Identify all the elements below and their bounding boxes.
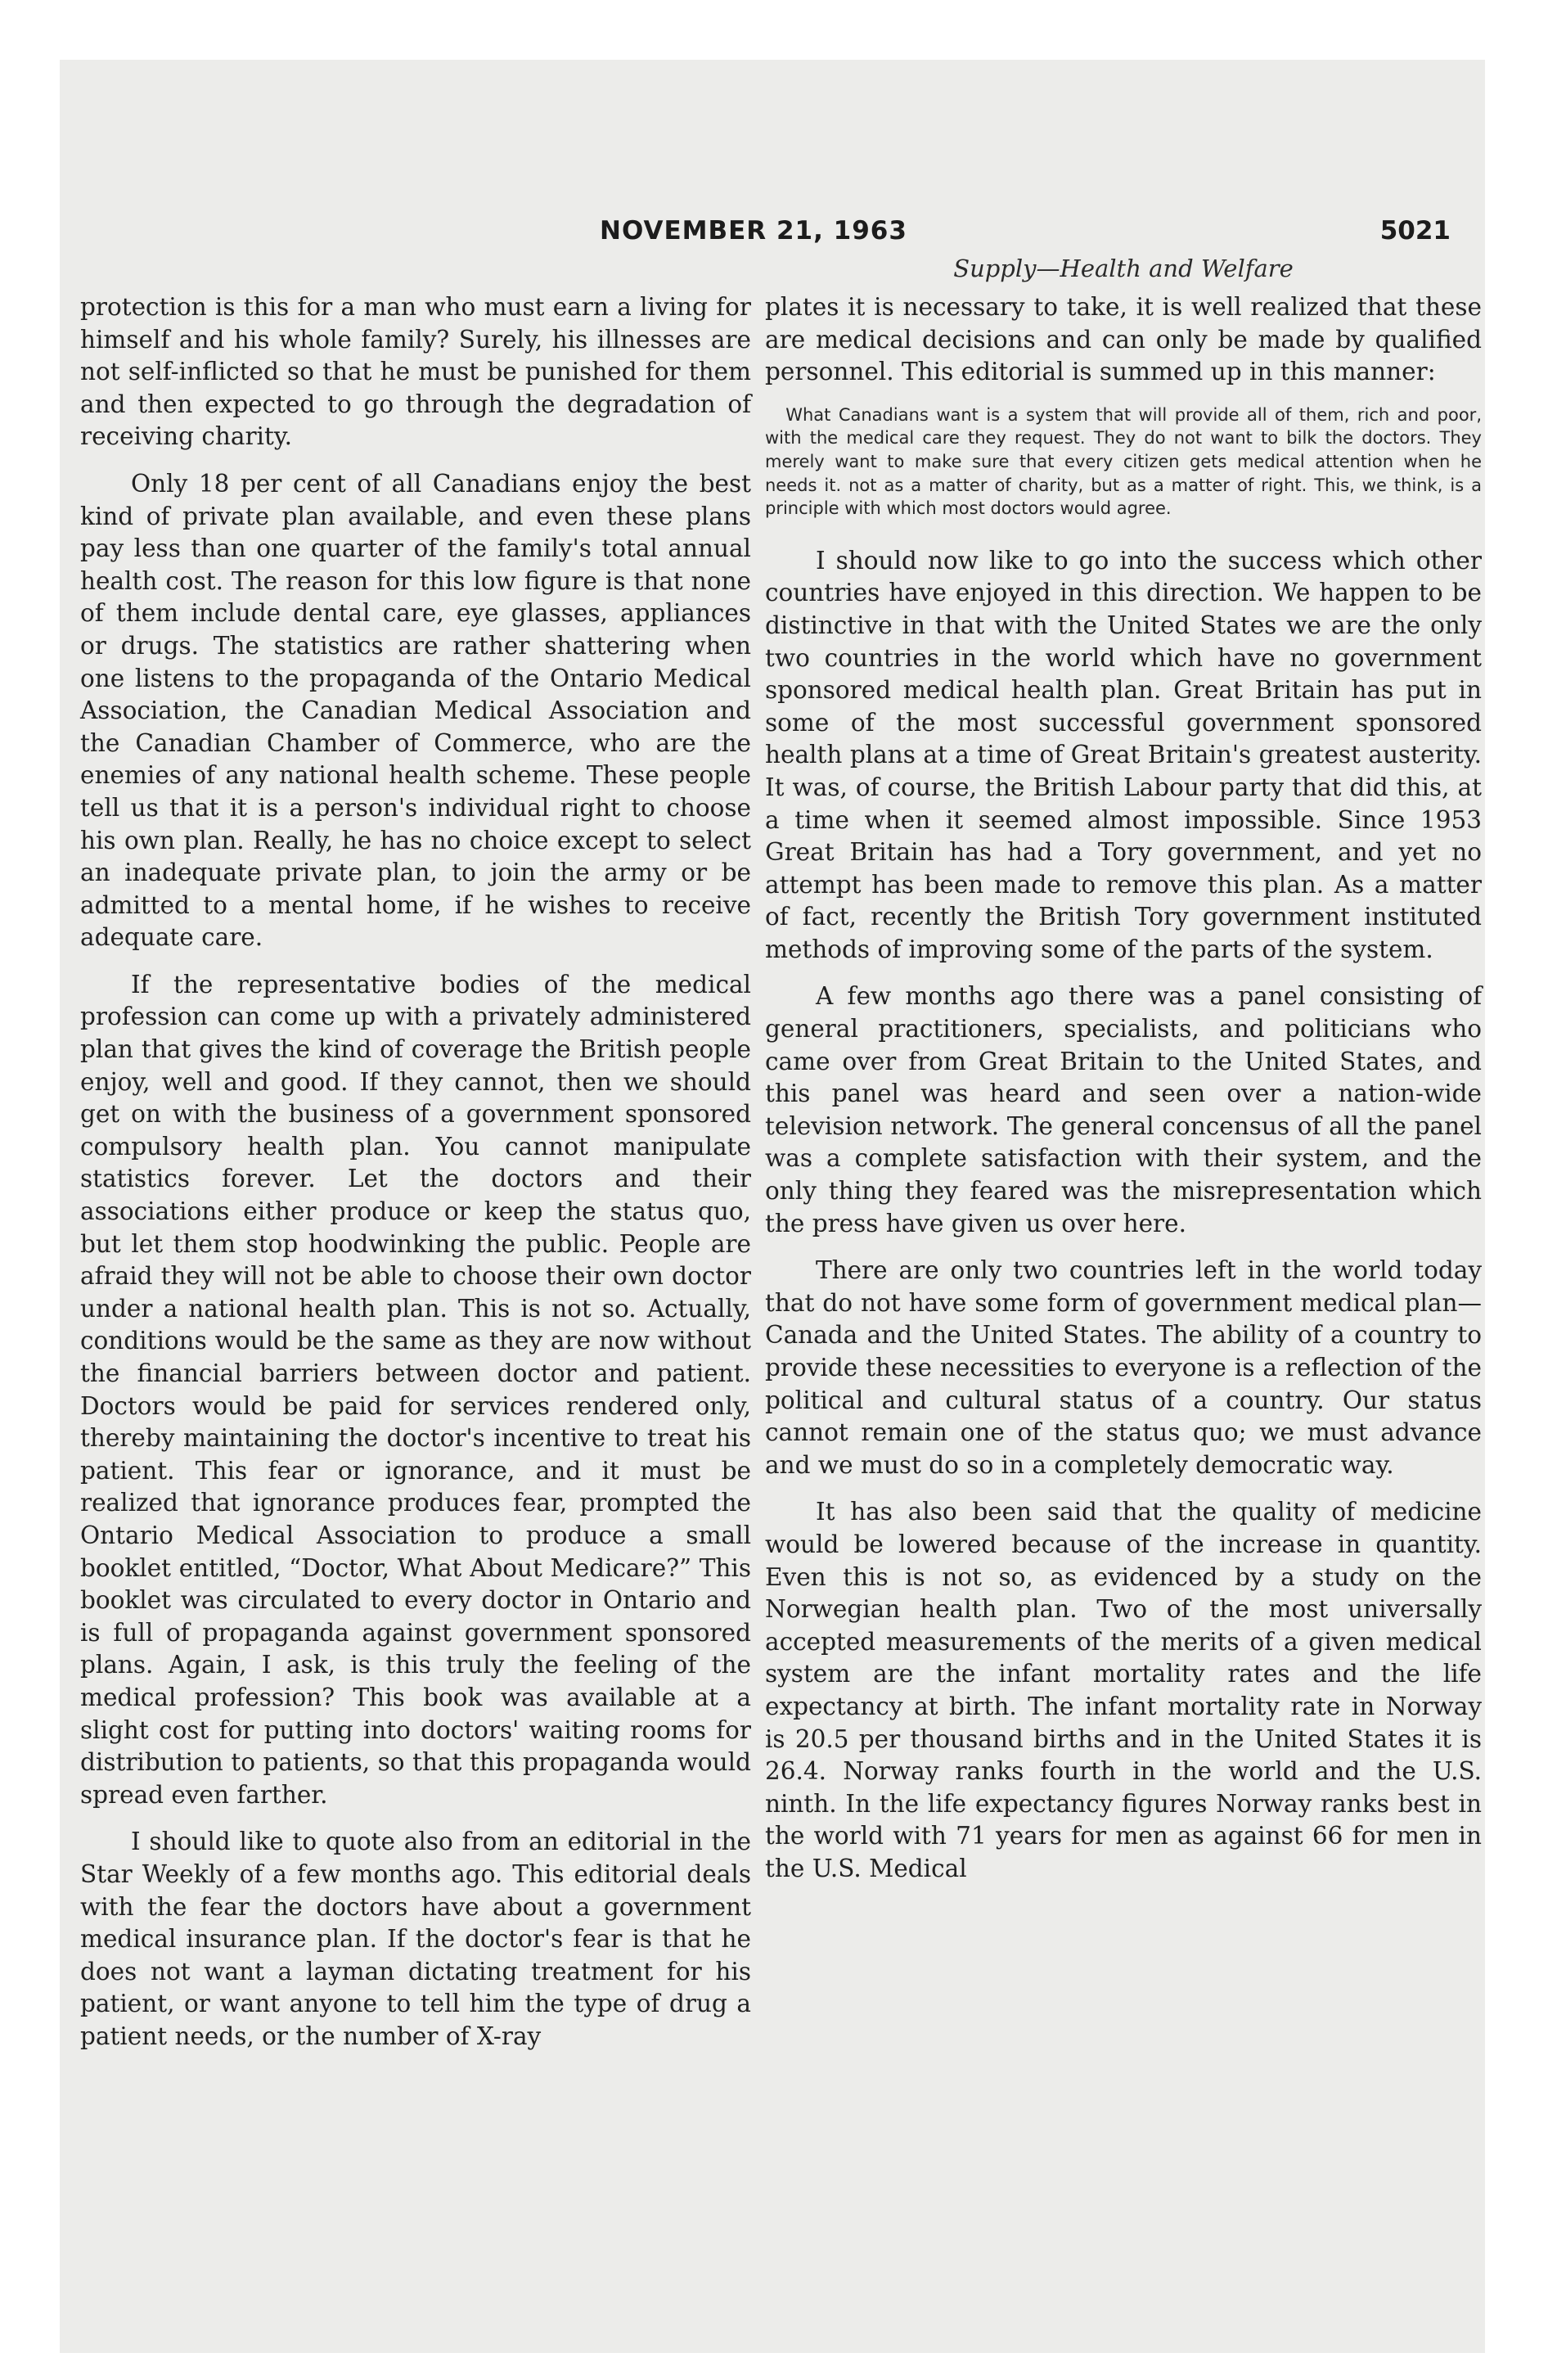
editorial-quote: What Canadians want is a system that will provide all of them, rich and poor, with the medical care they request. They do not want to bilk the doctors. They merely want to make sure that every citizen gets medical attention when he needs it. not as a matter of charity, but as a matter of right. This, we think, is a principle with which most doctors would agree. xyxy=(765,404,1482,519)
page-header xyxy=(60,216,1485,257)
section-subhead: Supply—Health and Welfare xyxy=(953,255,1294,282)
left-paragraph-3: If the representative bodies of the medical profession can come up with a privately administered plan that gives the kind of coverage the British people enjoy, well and good. If they cannot, then we should get on with the business of a government sponsored compulsory health plan. You cannot manipulate statistics forever. Let the doctors and their associations either produce or keep the status quo, but let them stop hoodwinking the public. People are afraid they will not be able to choose their own doctor under a national health plan. This is not so. Actually, conditions would be the same as they are now without the financial barriers between doctor and patient. Doctors would be paid for services rendered only, thereby maintaining the doctor's incentive to treat his patient. This fear or ignorance, and it must be realized that ignorance produces fear, prompted the Ontario Medical Association to produce a small booklet entitled, “Doctor, What About Medicare?” This booklet was circulated to every doctor in Ontario and is full of propaganda against government sponsored plans. Again, I ask, is this truly the feeling of the medical profession? This book was available at a slight cost for putting into doctors' waiting rooms for distribution to patients, so that this propaganda would spread even farther. xyxy=(80,970,751,1809)
right-paragraph-2: A few months ago there was a panel consisting of general practitioners, specialists, and politicians who came over from Great Britain to the United States, and this panel was heard and seen over a nation-wide television network. The general concensus of all the panel was a complete satisfaction with their system, and the only thing they feared was the misrepresentation which the press have given us over here. xyxy=(765,982,1482,1237)
left-paragraph-1: protection is this for a man who must earn a living for himself and his whole family? Surely, his illnesses are not self-inflicted so that he must be punished for them and then expected to go through the degradation of receiving charity. xyxy=(80,293,751,451)
scanned-page xyxy=(60,60,1485,2353)
right-intro-paragraph: plates it is necessary to take, it is well realized that these are medical decisions and can only be made by qualified personnel. This editorial is summed up in this manner: xyxy=(765,293,1482,386)
left-column xyxy=(80,291,751,2067)
left-paragraph-4: I should like to quote also from an editorial in the Star Weekly of a few months ago. This editorial deals with the fear the doctors have about a government medical insurance plan. If the doctor's fear is that he does not want a layman dictating treatment for his patient, or want anyone to tell him the type of drug a patient needs, or the number of X-ray xyxy=(80,1828,751,2050)
page-number: 5021 xyxy=(1379,216,1451,246)
right-paragraph-1: I should now like to go into the success which other countries have enjoyed in this direction. We happen to be distinctive in that with the United States we are the only two countries in the world which have no government sponsored medical health plan. Great Britain has put in some of the most successful government sponsored health plans at a time of Great Britain's greatest austerity. It was, of course, the British Labour party that did this, at a time when it seemed almost impossible. Since 1953 Great Britain has had a Tory government, and yet no attempt has been made to remove this plan. As a matter of fact, recently the British Tory government instituted methods of improving some of the parts of the system. xyxy=(765,546,1482,963)
right-column xyxy=(765,291,1482,1900)
right-paragraph-3: There are only two countries left in the world today that do not have some form of government medical plan—Canada and the United States. The ability of a country to provide these necessities to everyone is a reflection of the political and cultural status of a country. Our status cannot remain one of the status quo; we must advance and we must do so in a completely democratic way. xyxy=(765,1256,1482,1479)
right-paragraph-4: It has also been said that the quality of medicine would be lowered because of the increase in quantity. Even this is not so, as evidenced by a study on the Norwegian health plan. Two of the most universally accepted measurements of the merits of a given medical system are the infant mortality rates and the life expectancy at birth. The infant mortality rate in Norway is 20.5 per thousand births and in the United States it is 26.4. Norway ranks fourth in the world and the U.S. ninth. In the life expectancy figures Norway ranks best in the world with 71 years for men as against 66 for men in the U.S. Medical xyxy=(765,1498,1482,1882)
left-paragraph-2: Only 18 per cent of all Canadians enjoy the best kind of private plan available, and even these plans pay less than one quarter of the family's total annual health cost. The reason for this low figure is that none of them include dental care, eye glasses, appliances or drugs. The statistics are rather shattering when one listens to the propaganda of the Ontario Medical Association, the Canadian Medical Association and the Canadian Chamber of Commerce, who are the enemies of any national health scheme. These people tell us that it is a person's individual right to choose his own plan. Really, he has no choice except to select an inadequate private plan, to join the army or be admitted to a mental home, if he wishes to receive adequate care. xyxy=(80,469,751,952)
header-date: NOVEMBER 21, 1963 xyxy=(600,216,907,246)
